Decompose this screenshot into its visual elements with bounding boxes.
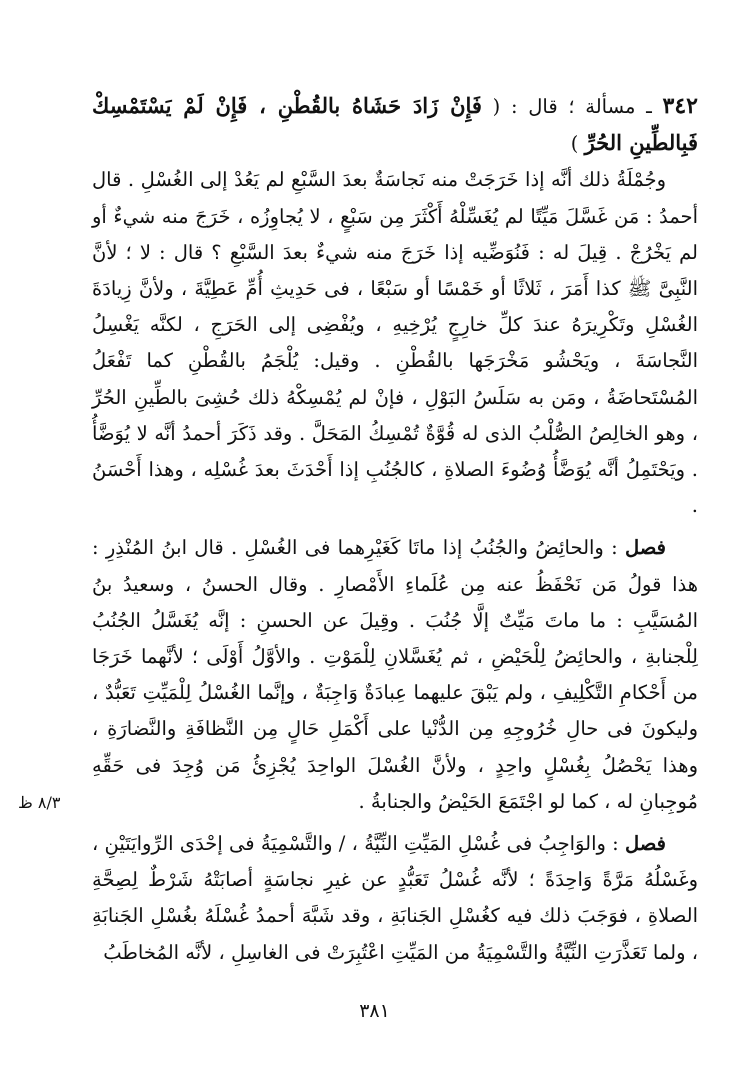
section-fasl-obligation (92, 826, 698, 971)
page-body (92, 88, 698, 971)
manuscript-folio-note: ٨/٣ ظ (18, 793, 61, 812)
issue-suffix: ) (570, 132, 585, 156)
issue-quote: فَإِنْ زَادَ حَشَاهُ بالقُطْنِ ، فَإِنْ لَمْ يَسْتَمْسِكْ فَبِالطِّينِ الحُرِّ (92, 93, 698, 156)
page-number: ٣٨١ (359, 1000, 390, 1022)
issue-number: ٣٤٢ (662, 93, 698, 119)
fasl-text: : والحائِضُ والجُنُبُ إذا ماتَا كَغَيْرِهما فى الغُسْلِ . قال ابنُ المُنْذِرِ : هذا قولُ مَن نَحْفَظُ عنه مِن عُلَماءِ الأَمْصارِ . وقال الحسنُ ، وسعيدُ بنُ المُسَيَّبِ : ما ماتَ مَيِّتٌ إلَّا جُنُبَ . وقِيلَ عن الحسنِ : إنَّه يُغَسَّلُ الجُنُبُ لِلْجنابةِ ، والحائِضُ لِلْحَيْضِ ، ثم يُغَسَّلانِ لِلْمَوْتِ . والأوَّلُ أَوْلَى ؛ لأنَّهما خَرَجَا من أَحْكامِ التَّكْلِيفِ ، ولم يَبْقَ عليهما عِبادَةٌ وَاجِبَةٌ ، وإنَّما الغُسْلُ لِلْمَيِّتِ تَعَبُّدٌ ، وليكونَ فى حالِ خُرُوجِهِ مِن الدُّنْيا على أَكْمَلِ حَالٍ مِن النَّظافَةِ والنَّضارَةِ ، وهذا يَحْصُلُ بِغُسْلٍ واحِدٍ ، ولأنَّ الغُسْلَ الواحِدَ يُجْزِئُ مَن وُجِدَ فى حَقِّهِ مُوجِبانِ له ، كما لو اجْتَمَعَ الحَيْضُ والجنابةُ . (92, 536, 698, 813)
fasl-label: فصل (625, 832, 666, 856)
fasl-label: فصل (625, 536, 666, 560)
section-fasl-menstruant (92, 530, 698, 820)
issue-prefix: ـ مسألة ؛ قال : ( (481, 95, 663, 118)
fasl-text: : والوَاجِبُ فى غُسْلِ المَيِّتِ النِّيَّةُ ، / والتَّسْمِيَةُ فى إحْدَى الرِّوايَتَيْنِ ، وغَسْلُهُ مَرَّةً وَاحِدَةً ؛ لأنَّه غُسْلُ تَعَبُّدٍ عن غيرِ نجاسَةٍ أصابَتْهُ شَرْطٌ لِصِحَّةِ الصلاةِ ، فوَجَبَ ذلك فيه كغُسْلِ الجَنابَةِ ، وقد شَبَّهَ أحمدُ غُسْلَهُ بغُسْلِ الجَنابَةِ ، ولما تَعَذَّرَتِ النِّيَّةُ والتَّسْمِيَةُ من المَيِّتِ اعْتُبِرَتْ فى الغاسِلِ ، لأنَّه المُخاطَبُ (92, 832, 698, 964)
paragraph-explanation: وجُمْلَةُ ذلك أنَّه إذا خَرَجَتْ منه نَجاسَةٌ بعدَ السَّبْعِ لم يَعُدْ إلى الغُسْلِ . قال أحمدُ : مَن غَسَّلَ مَيِّتًا لم يُغَسِّلْهُ أَكْثَرَ مِن سَبْعٍ ، لا يُجاوِزُه ، خَرَجَ منه شيءٌ أو لم يَخْرُجْ . قِيلَ له : فَنُوَضِّيه إذا خَرَجَ منه شيءٌ بعدَ السَّبْعِ ؟ قال : لا ؛ لأنَّ النَّبِىَّ ﷺ كذا أَمَرَ ، ثَلاثًا أو خَمْسًا أو سَبْعًا ، فى حَدِيثِ أُمِّ عَطِيَّةَ ، ولأنَّ زِيادَةَ الغُسْلِ وتَكْرِيرَهُ عندَ كلِّ خارِجٍ يُرْخِيهِ ، ويُفْضِى إلى الحَرَجِ ، لكنَّه يَغْسِلُ النَّجاسَةَ ، ويَحْشُو مَخْرَجَها بالقُطْنِ . وقيل: يُلْجَمُ بالقُطْنِ كما تَفْعَلُ المُسْتَحاضَةُ ، ومَن به سَلَسُ البَوْلِ ، فإنْ لم يُمْسِكْهُ ذلك حُشِىَ بالطِّينِ الحُرِّ ، وهو الخالِصُ الصُّلْبُ الذى له قُوَّةٌ تُمْسِكُ المَحَلَّ . وقد ذَكَرَ أحمدُ أنَّه لا يُوَضَّأُ . ويَحْتَمِلُ أنَّه يُوَضَّأُ وُضُوءَ الصلاةِ ، كالجُنُبِ إذا أَحْدَثَ بعدَ غُسْلِه ، وهذا أَحْسَنُ . (92, 168, 698, 518)
issue-heading (92, 88, 698, 162)
